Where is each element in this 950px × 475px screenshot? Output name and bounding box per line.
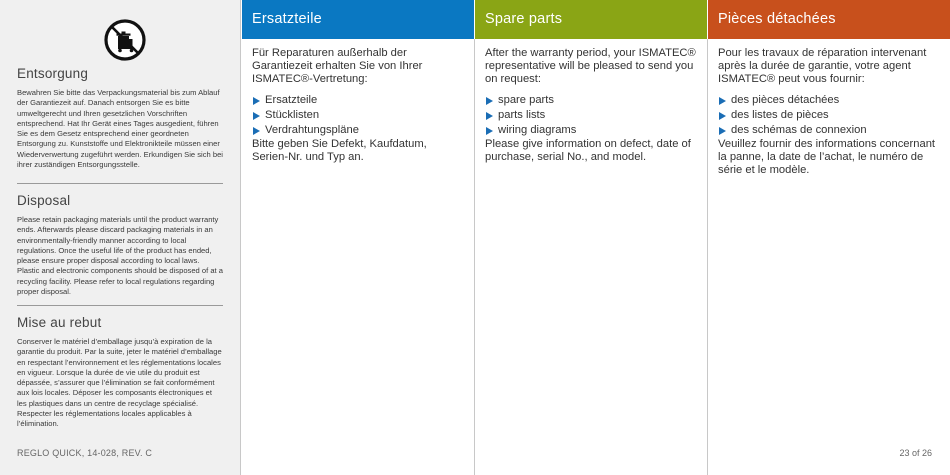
bullet-arrow-icon [253, 97, 260, 105]
section-text: Please retain packaging materials until the product warranty ends. Afterwards please discard packaging materials in an environmentally-friendly manner according to local regulations. Once the useful life of the product has ended, please ensure proper disposal according to local laws. Plastic and electronic components should be disposed of at a recycling facility. Please refer to local regulations regarding proper disposal. [17, 215, 224, 297]
section-title: Entsorgung [17, 66, 89, 81]
bullet-arrow-icon [486, 112, 493, 120]
list-item: spare parts [485, 93, 697, 108]
section-disposal [17, 193, 223, 297]
bullet-arrow-icon [719, 112, 726, 120]
list-item: Stücklisten [252, 108, 464, 123]
column-body [475, 39, 707, 164]
bullet-arrow-icon [253, 127, 260, 135]
bullet-arrow-icon [486, 97, 493, 105]
column-header: Spare parts [475, 0, 707, 39]
bullet-arrow-icon [719, 97, 726, 105]
list-item: des pièces détachées [718, 93, 940, 108]
parts-list [718, 93, 940, 138]
list-item: Verdrahtungspläne [252, 123, 464, 138]
section-entsorgung [17, 66, 223, 170]
section-text: Bewahren Sie bitte das Verpackungsmaterial bis zum Ablauf der Garantiezeit auf. Danach entsorgen Sie es bitte umweltgerecht und Ihren gesetzlichen Vorschriften entsprechend. Hat Ihr Gerät eines Tages ausgedient, führen Sie es dem Gesetz entsprechend einer geordneten Entsorgung zu. Kunststoffe und Elektronikteile müssen einer Wiederverwertung zugeführt werden. Erkundigen Sie sich bei ihrer zuständigen Entsorgungsstelle. [17, 88, 223, 170]
bullet-arrow-icon [486, 127, 493, 135]
list-item: wiring diagrams [485, 123, 697, 138]
parts-list [252, 93, 464, 138]
page-number: 23 of 26 [899, 448, 932, 458]
column-french [708, 0, 950, 475]
column-outro: Veuillez fournir des informations concernant la panne, la date de l’achat, le numéro de série et le modèle. [718, 138, 936, 176]
parts-list [485, 93, 697, 138]
disposal-sidebar [0, 0, 241, 475]
no-trash-bin-icon [104, 19, 146, 61]
column-german [242, 0, 474, 475]
section-divider [17, 305, 223, 306]
column-outro: Please give information on defect, date of purchase, serial No., and model. [485, 138, 691, 163]
list-item: parts lists [485, 108, 697, 123]
column-intro: Für Reparaturen außerhalb der Garantiezeit erhalten Sie von Ihrer ISMATEC®-Vertretung: [252, 47, 423, 85]
column-header: Ersatzteile [242, 0, 474, 39]
section-text: Conserver le matériel d’emballage jusqu’à expiration de la garantie du produit. Par la suite, jeter le matériel d’emballage en respectant l’environnement et les réglementations locales en vigueur. Lorsque la durée de vie utile du produit est dépassée, s’assurer que l’élimination se fait conformément aux lois locales. Déposer les composants électroniques et les plastiques dans un centre de recyclage spécialisé. Respecter les réglementations locales applicables à l’élimination. [17, 337, 222, 429]
list-item: Ersatzteile [252, 93, 464, 108]
column-intro: After the warranty period, your ISMATEC® representative will be pleased to send you on request: [485, 47, 696, 85]
section-title: Disposal [17, 193, 71, 208]
section-title: Mise au rebut [17, 315, 102, 330]
column-body [708, 39, 950, 177]
column-header: Pièces détachées [708, 0, 950, 39]
column-body [242, 39, 474, 164]
section-mise-au-rebut [17, 315, 223, 430]
column-english [475, 0, 707, 475]
document-id: REGLO QUICK, 14-028, REV. C [17, 448, 153, 458]
section-divider [17, 183, 223, 184]
list-item: des listes de pièces [718, 108, 940, 123]
column-intro: Pour les travaux de réparation intervenant après la durée de garantie, votre agent ISMATEC® peut vous fournir: [718, 47, 927, 85]
bullet-arrow-icon [253, 112, 260, 120]
bullet-arrow-icon [719, 127, 726, 135]
column-outro: Bitte geben Sie Defekt, Kaufdatum, Serien-Nr. und Typ an. [252, 138, 427, 163]
list-item: des schémas de connexion [718, 123, 940, 138]
